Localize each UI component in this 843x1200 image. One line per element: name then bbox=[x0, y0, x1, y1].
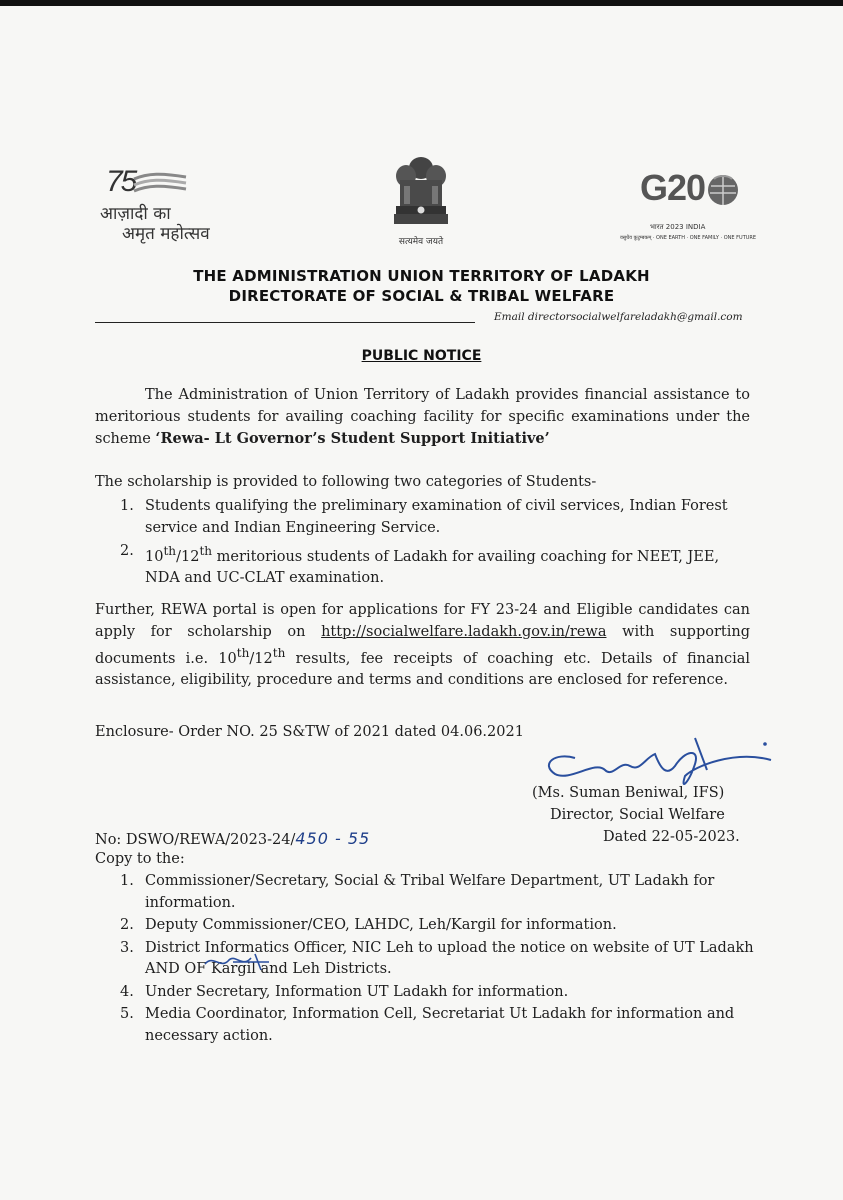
ordinal-sup: th bbox=[236, 646, 250, 660]
list-item bbox=[120, 541, 750, 590]
list-item-text: District Informatics Officer, NIC Leh to upload the notice on website of UT Ladakh AND OF Kargil and Leh Districts. bbox=[145, 939, 754, 977]
azadi-75-mark: 75 bbox=[106, 165, 136, 198]
state-emblem bbox=[380, 150, 462, 248]
signatory-name: (Ms. Suman Beniwal, IFS) bbox=[532, 785, 725, 801]
list-number: 3. bbox=[120, 939, 134, 956]
scan-edge bbox=[0, 0, 843, 6]
header-divider bbox=[95, 322, 475, 323]
azadi-ka-amrit-mahotsav-logo bbox=[100, 165, 210, 245]
list-item bbox=[120, 982, 760, 1004]
email-address: Email directorsocialwelfareladakh@gmail.com bbox=[494, 311, 743, 323]
rewa-portal-link[interactable]: http://socialwelfare.ladakh.gov.in/rewa bbox=[321, 623, 607, 640]
list-number: 2. bbox=[120, 917, 134, 933]
class-10-text: 10 bbox=[145, 548, 164, 565]
satyameva-jayate-text: सत्यमेव जयते bbox=[398, 237, 444, 247]
list-number: 2. bbox=[120, 543, 134, 559]
handwritten-number: 450 - 55 bbox=[295, 829, 371, 848]
ordinal-sup: th bbox=[163, 544, 177, 558]
ordinal-sup: th bbox=[199, 544, 213, 558]
intro-paragraph-text: The Administration of Union Territory of Ladakh provides financial assistance to meritorious students for availing coaching facility for specific examinations under the scheme bbox=[95, 387, 750, 447]
administration-heading: THE ADMINISTRATION UNION TERRITORY OF LADAKH bbox=[193, 267, 650, 285]
list-item bbox=[120, 496, 750, 539]
categories-list bbox=[120, 496, 750, 592]
portal-text-4: results, fee receipts of coaching etc. Details of financial assistance, eligibility, procedure and terms and conditions are enclosed for reference. bbox=[95, 650, 750, 689]
list-item-text: Media Coordinator, Information Cell, Secretariat Ut Ladakh for information and necessary action. bbox=[145, 1006, 735, 1044]
scheme-name: ‘Rewa- Lt Governor’s Student Support Initiative’ bbox=[155, 430, 550, 447]
categories-intro: The scholarship is provided to following two categories of Students- bbox=[95, 474, 597, 490]
globe-lotus-icon bbox=[706, 173, 740, 207]
list-item-text: meritorious students of Ladakh for availing coaching for NEET, JEE, NDA and UC-CLAT examination. bbox=[145, 548, 720, 587]
portal-text: Further, REWA portal is open for applications for FY 23-24 and Eligible candidates can apply for scholarship on bbox=[95, 602, 750, 640]
g20-wordmark: G20 bbox=[640, 167, 706, 208]
list-number: 5. bbox=[120, 1006, 134, 1022]
handwritten-correction bbox=[203, 950, 273, 974]
intro-paragraph bbox=[95, 385, 750, 451]
list-item-text: Deputy Commissioner/CEO, LAHDC, Leh/Kargil for information. bbox=[145, 917, 617, 933]
enclosure-line: Enclosure- Order NO. 25 S&TW of 2021 dated 04.06.2021 bbox=[95, 724, 524, 740]
list-item-text: Under Secretary, Information UT Ladakh for information. bbox=[145, 983, 569, 1000]
list-item bbox=[120, 915, 760, 937]
lion-capital-icon bbox=[380, 150, 462, 232]
list-item-text: Students qualifying the preliminary examination of civil services, Indian Forest service and Indian Engineering Service. bbox=[145, 498, 728, 536]
portal-text-2: with supporting documents i.e. 10 bbox=[95, 623, 750, 667]
list-item bbox=[120, 871, 760, 914]
list-item-text: Commissioner/Secretary, Social & Tribal Welfare Department, UT Ladakh for information. bbox=[145, 873, 715, 911]
g20-tagline: वसुधैव कुटुम्बकम् · ONE EARTH · ONE FAMILY · ONE FUTURE bbox=[620, 235, 757, 241]
list-number: 1. bbox=[120, 873, 134, 889]
g20-logo bbox=[620, 165, 755, 245]
class-12-text: /12 bbox=[176, 548, 200, 565]
directorate-heading: DIRECTORATE OF SOCIAL & TRIBAL WELFARE bbox=[228, 287, 615, 305]
list-number: 4. bbox=[120, 983, 134, 1000]
signatory-designation: Director, Social Welfare bbox=[550, 807, 725, 823]
list-item bbox=[120, 1004, 760, 1047]
ordinal-sup: th bbox=[272, 646, 286, 660]
copy-to-heading: Copy to the: bbox=[95, 851, 185, 867]
flag-swoosh-icon bbox=[130, 171, 190, 197]
azadi-line1: आज़ादी का bbox=[100, 204, 171, 224]
azadi-line2: अमृत महोत्सव bbox=[122, 224, 210, 244]
notice-title: PUBLIC NOTICE bbox=[361, 348, 482, 364]
reference-number bbox=[95, 829, 370, 848]
portal-text-3: /12 bbox=[249, 650, 273, 667]
g20-hindi-text: भारत 2023 INDIA bbox=[650, 223, 706, 231]
list-number: 1. bbox=[120, 498, 134, 514]
notice-date: Dated 22-05-2023. bbox=[603, 829, 740, 845]
portal-paragraph bbox=[95, 600, 750, 692]
reference-prefix: No: DSWO/REWA/2023-24/ bbox=[95, 832, 296, 848]
